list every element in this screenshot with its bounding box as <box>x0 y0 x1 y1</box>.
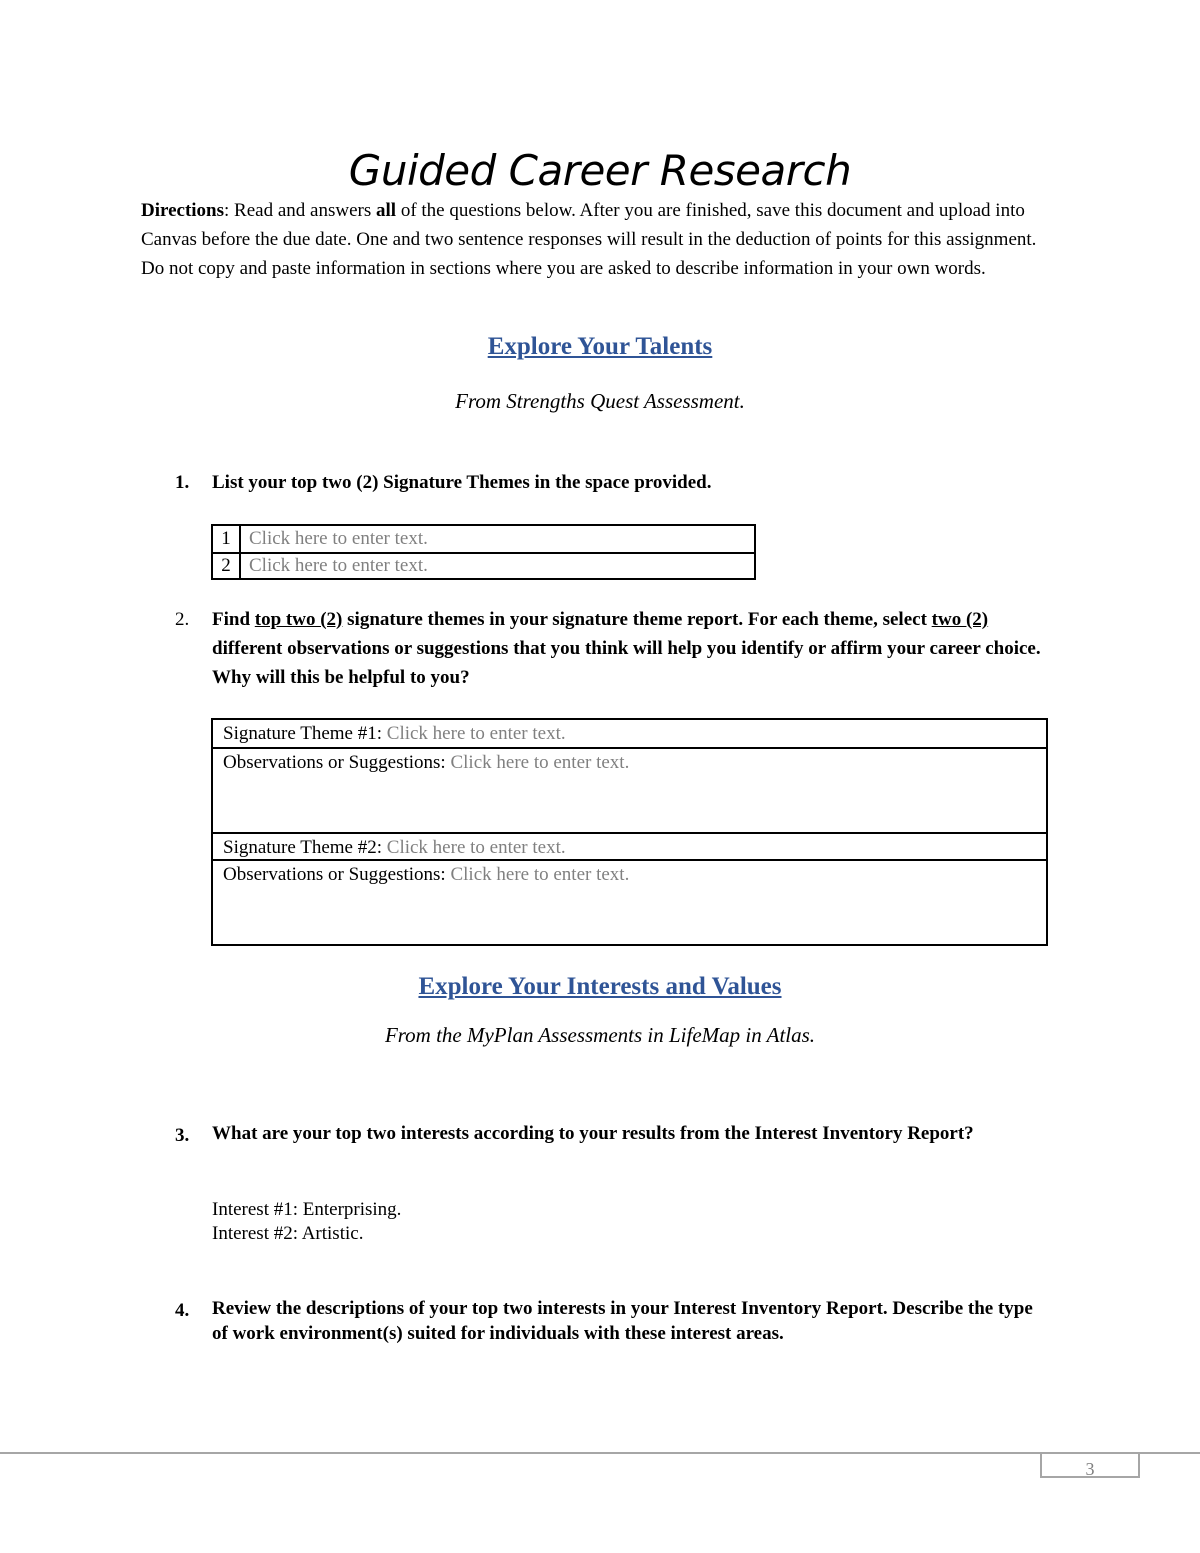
placeholder-text: Click here to enter text. <box>249 528 428 549</box>
signature-observations-table <box>211 718 1048 946</box>
placeholder-text: Click here to enter text. <box>450 752 630 773</box>
question-number-3: 3. <box>175 1125 190 1146</box>
observations-2-field[interactable] <box>212 860 1047 945</box>
placeholder-text: Click here to enter text. <box>386 837 566 858</box>
table-row <box>212 748 1047 833</box>
question-number-4: 4. <box>175 1300 190 1321</box>
placeholder-text: Click here to enter text. <box>249 555 428 576</box>
section-subtitle-interests: From the MyPlan Assessments in LifeMap in Atlas. <box>384 1023 816 1047</box>
question-number-2: 2. <box>175 609 190 630</box>
row-number: 1 <box>212 525 240 553</box>
theme-2-input[interactable] <box>240 553 755 579</box>
observations-1-field[interactable] <box>212 748 1047 833</box>
table-row <box>212 719 1047 748</box>
q2-text-part: different observations or suggestions that you think will help you identify or affirm your career choice. Why will this be helpful to you? <box>212 638 1041 688</box>
q2-text-part: Find <box>212 609 255 630</box>
directions-bold-word: all <box>376 200 397 221</box>
table-row <box>212 833 1047 860</box>
field-label: Signature Theme #1: <box>223 723 387 744</box>
theme-1-input[interactable] <box>240 525 755 553</box>
field-label: Observations or Suggestions: <box>223 752 451 773</box>
placeholder-text: Click here to enter text. <box>386 723 566 744</box>
section-heading-talents: Explore Your Talents <box>487 333 713 360</box>
table-row <box>212 525 755 553</box>
directions-paragraph <box>141 196 1061 283</box>
signature-theme-2-field[interactable] <box>212 833 1047 860</box>
interest-2-answer[interactable]: Interest #2: Artistic. <box>212 1223 364 1244</box>
directions-text-1: : Read and answers <box>224 200 376 221</box>
directions-label: Directions <box>141 200 225 221</box>
question-text-4: Review the descriptions of your top two interests in your Interest Inventory Report. Describe the type of work environment(s) suited for individuals with these interest areas. <box>212 1298 1033 1344</box>
row-number: 2 <box>212 553 240 579</box>
q2-underlined-text: two (2) <box>931 609 989 630</box>
directions-text-2: of the questions below. After you are finished, save this document and upload into Canvas before the due date. One and two sentence responses will result in the deduction of points for this assignment. Do not copy and paste information in sections where you are asked to describe information in your own words. <box>141 200 1037 279</box>
section-subtitle-talents: From Strengths Quest Assessment. <box>455 389 745 413</box>
question-text-3: What are your top two interests according to your results from the Interest Inventory Report? <box>212 1123 974 1144</box>
footer-divider <box>0 1452 1200 1454</box>
page-number: 3 <box>1085 1459 1095 1479</box>
q2-text-part: signature themes in your signature theme report. For each theme, select <box>342 609 932 630</box>
field-label: Observations or Suggestions: <box>223 864 451 885</box>
table-row <box>212 553 755 579</box>
signature-theme-1-field[interactable] <box>212 719 1047 748</box>
question-number-1: 1. <box>175 472 190 493</box>
q2-underlined-text: top two (2) <box>254 609 343 630</box>
section-heading-interests: Explore Your Interests and Values <box>418 973 782 1000</box>
placeholder-text: Click here to enter text. <box>450 864 630 885</box>
field-label: Signature Theme #2: <box>223 837 387 858</box>
interest-1-answer[interactable]: Interest #1: Enterprising. <box>212 1199 402 1220</box>
page-title: Guided Career Research <box>348 146 852 195</box>
signature-themes-table <box>211 524 756 580</box>
table-row <box>212 860 1047 945</box>
question-text-1: List your top two (2) Signature Themes in the space provided. <box>212 472 712 493</box>
question-text-2 <box>212 605 1062 692</box>
